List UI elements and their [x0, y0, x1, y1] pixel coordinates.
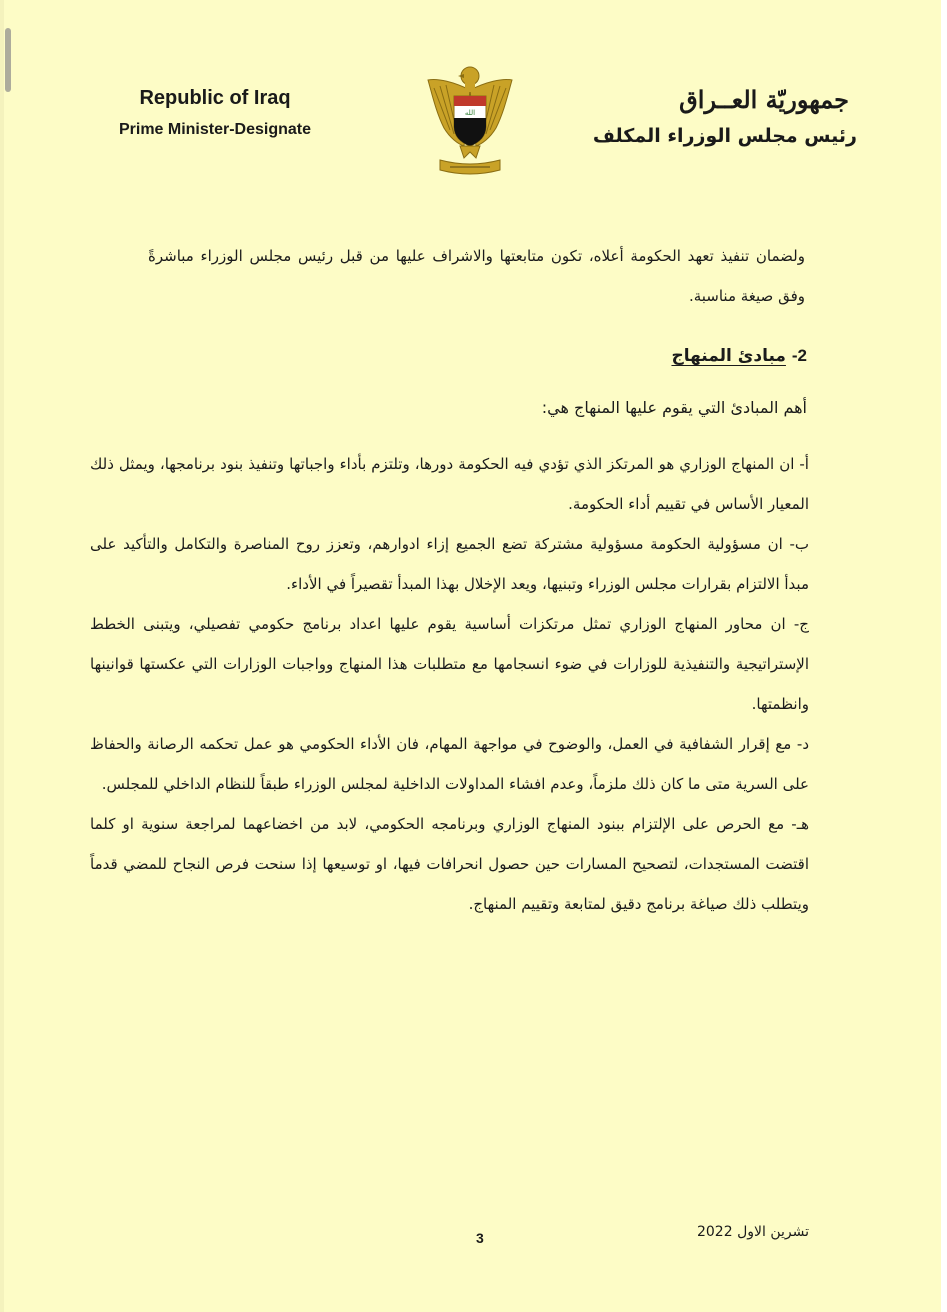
section-number: 2- — [791, 346, 807, 365]
page-edge — [0, 0, 4, 1312]
letterhead-country-ar: جمهوريّة العــراق — [679, 85, 849, 114]
list-item-text: ان محاور المنهاج الوزاري تمثل مرتكزات أساسية يقوم عليها اعداد برنامج حكومي تفصيلي، ويتبنى الخطط الإستراتيجية والتنفيذية للوزارات في ضوء انسجامها مع متطلبات هذا المنهاج وواجبات الوزارات التي عكستها قوانينها وانظمتها. — [90, 615, 809, 713]
section-title: مبادئ المنهاج — [671, 346, 786, 366]
list-item-text: ان مسؤولية الحكومة مسؤولية مشتركة تضع الجميع إزاء ادوارهم، وتعزز روح المناصرة والتكامل والتأكيد على مبدأ الالتزام بقرارات مجلس الوزراء وتبنيها، ويعد الإخلال بهذا المبدأ تقصيراً في الأداء. — [90, 535, 809, 593]
list-marker: ج- — [793, 615, 809, 633]
letterhead-english — [80, 84, 350, 144]
scrollbar-thumb[interactable] — [5, 28, 11, 92]
letterhead-country: Republic of Iraq — [139, 87, 291, 109]
letterhead-arabic — [557, 84, 857, 150]
list-marker: د- — [796, 735, 809, 753]
list-item — [90, 724, 809, 804]
lead-sentence: أهم المبادئ التي يقوم عليها المنهاج هي: — [541, 398, 807, 417]
page-number: 3 — [476, 1230, 484, 1246]
list-item-text: ان المنهاج الوزاري هو المرتكز الذي تؤدي فيه الحكومة دورها، وتلتزم بأداء واجباتها وتنفيذ بنود برنامجها، ويمثل ذلك المعيار الأساس في تقييم أداء الحكومة. — [90, 455, 809, 513]
list-item-text: مع الحرص على الإلتزام ببنود المنهاج الوزاري وبرنامجه الحكومي، لابد من اخضاعهما لمراجعة سنوية او كلما اقتضت المستجدات، لتصحيح المسارات حين حصول انحرافات فيها، او توسيعها إذا سنحت فرص النجاح للمضي قدماً ويتطلب ذلك صياغة برنامج دقيق لمتابعة وتقييم المنهاج. — [90, 815, 809, 913]
list-marker: ب- — [789, 535, 809, 553]
intro-paragraph: ولضمان تنفيذ تعهد الحكومة أعلاه، تكون متابعتها والاشراف عليها من قبل رئيس مجلس الوزراء مباشرةً وفق صيغة مناسبة. — [148, 247, 805, 305]
svg-text:الله: الله — [464, 109, 476, 117]
list-marker: هـ- — [791, 815, 809, 833]
list-item — [90, 804, 809, 924]
letterhead-office-ar: رئيس مجلس الوزراء المكلف — [592, 125, 857, 147]
footer-date: تشرين الاول 2022 — [696, 1224, 809, 1240]
page-edge-right — [941, 0, 947, 1312]
list-item — [90, 444, 809, 524]
list-item-text: مع إقرار الشفافية في العمل، والوضوح في مواجهة المهام، فان الأداء الحكومي هو عمل تحكمه الرصانة والحفاظ على السرية متى ما كان ذلك ملزماً، وعدم افشاء المداولات الداخلية لمجلس الوزراء طبقاً للنظام الداخلي للمجلس. — [90, 735, 809, 793]
coat-of-arms-icon — [424, 60, 516, 180]
list-item — [90, 524, 809, 604]
document-body — [90, 236, 809, 924]
letterhead-office: Prime Minister-Designate — [118, 121, 312, 138]
list-marker: أ- — [799, 455, 809, 473]
section-heading — [90, 336, 809, 376]
list-item — [90, 604, 809, 724]
principles-list — [90, 444, 809, 924]
